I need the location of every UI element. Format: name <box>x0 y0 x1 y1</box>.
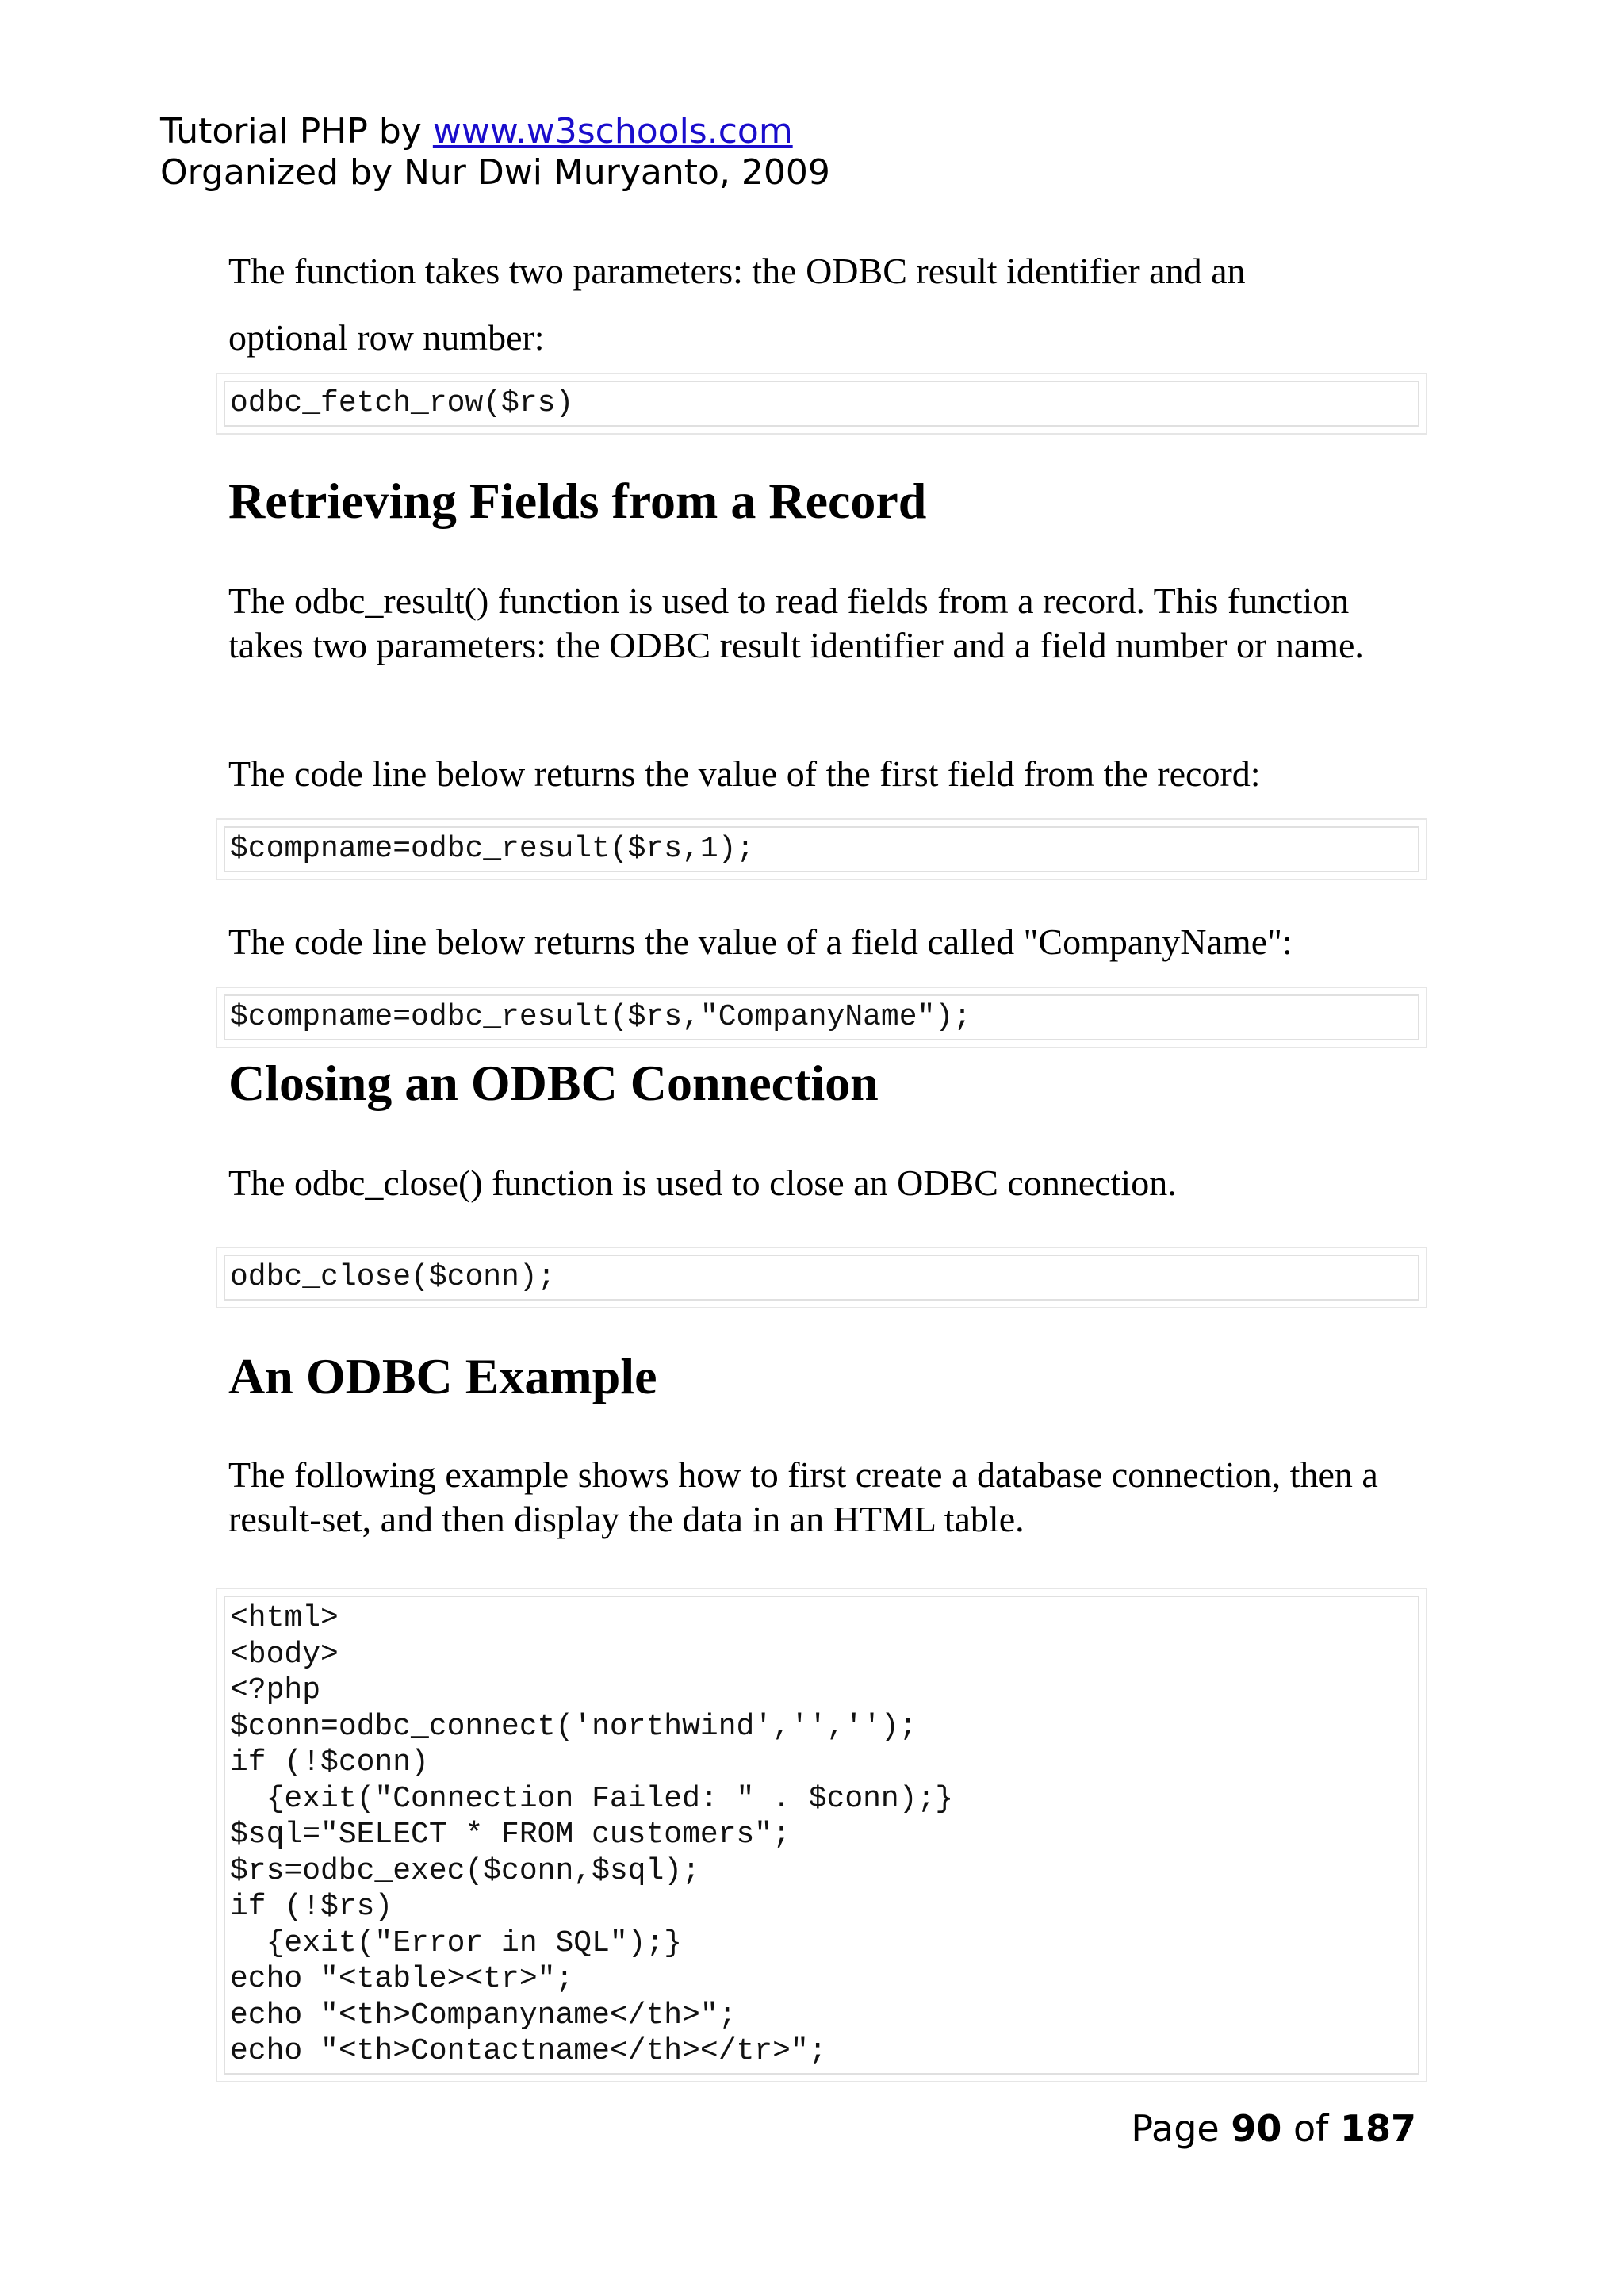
code-fetch-row: odbc_fetch_row($rs) <box>224 381 1419 427</box>
header-line-1 <box>160 111 830 152</box>
header-line-2: Organized by Nur Dwi Muryanto, 2009 <box>160 152 830 193</box>
paragraph-first-field: The code line below returns the value of the first field from the record: <box>228 753 1261 794</box>
paragraph-example-intro: The following example shows how to first create a database connection, then a result-set, and then display the data in an HTML table. <box>228 1454 1378 1539</box>
paragraph-companyname-field: The code line below returns the value of a field called "CompanyName": <box>228 921 1293 962</box>
code-example: <html> <body> <?php $conn=odbc_connect('northwind','',''); if (!$conn) {exit("Connection Failed: " . $conn);} $sql="SELECT * FROM customers"; $rs=odbc_exec($conn,$sql); if (!$rs) {exit("Error in SQL");} echo "<table><tr>"; echo "<th>Companyname</th>"; echo "<th>Contactname</th></tr>"; <box>224 1596 1419 2075</box>
header-prefix: Tutorial PHP by <box>160 111 433 151</box>
code-result-name: $compname=odbc_result($rs,"CompanyName"); <box>224 994 1419 1040</box>
of-label: of <box>1293 2107 1329 2150</box>
heading-odbc-example: An ODBC Example <box>228 1348 657 1404</box>
heading-closing-connection: Closing an ODBC Connection <box>228 1055 879 1111</box>
paragraph-odbc-close: The odbc_close() function is used to close an ODBC connection. <box>228 1163 1177 1203</box>
page-header <box>160 111 830 193</box>
w3schools-link[interactable]: www.w3schools.com <box>432 111 793 151</box>
code-block-fetch-row <box>216 373 1427 435</box>
intro-paragraph: The function takes two parameters: the ODBC result identifier and an optional row number: <box>228 251 1246 358</box>
code-odbc-close: odbc_close($conn); <box>224 1255 1419 1301</box>
paragraph-odbc-result: The odbc_result() function is used to read fields from a record. This function takes two parameters: the ODBC result identifier and a field number or name. <box>228 580 1364 665</box>
page-number: 90 <box>1231 2107 1282 2150</box>
code-result-index: $compname=odbc_result($rs,1); <box>224 826 1419 872</box>
code-block-odbc-close <box>216 1247 1427 1308</box>
total-pages: 187 <box>1339 2107 1416 2150</box>
code-block-example <box>216 1588 1427 2082</box>
page-footer <box>1131 2106 1416 2151</box>
code-block-result-index <box>216 818 1427 880</box>
heading-retrieving-fields: Retrieving Fields from a Record <box>228 473 927 529</box>
code-block-result-name <box>216 987 1427 1048</box>
page-label: Page <box>1131 2107 1220 2150</box>
